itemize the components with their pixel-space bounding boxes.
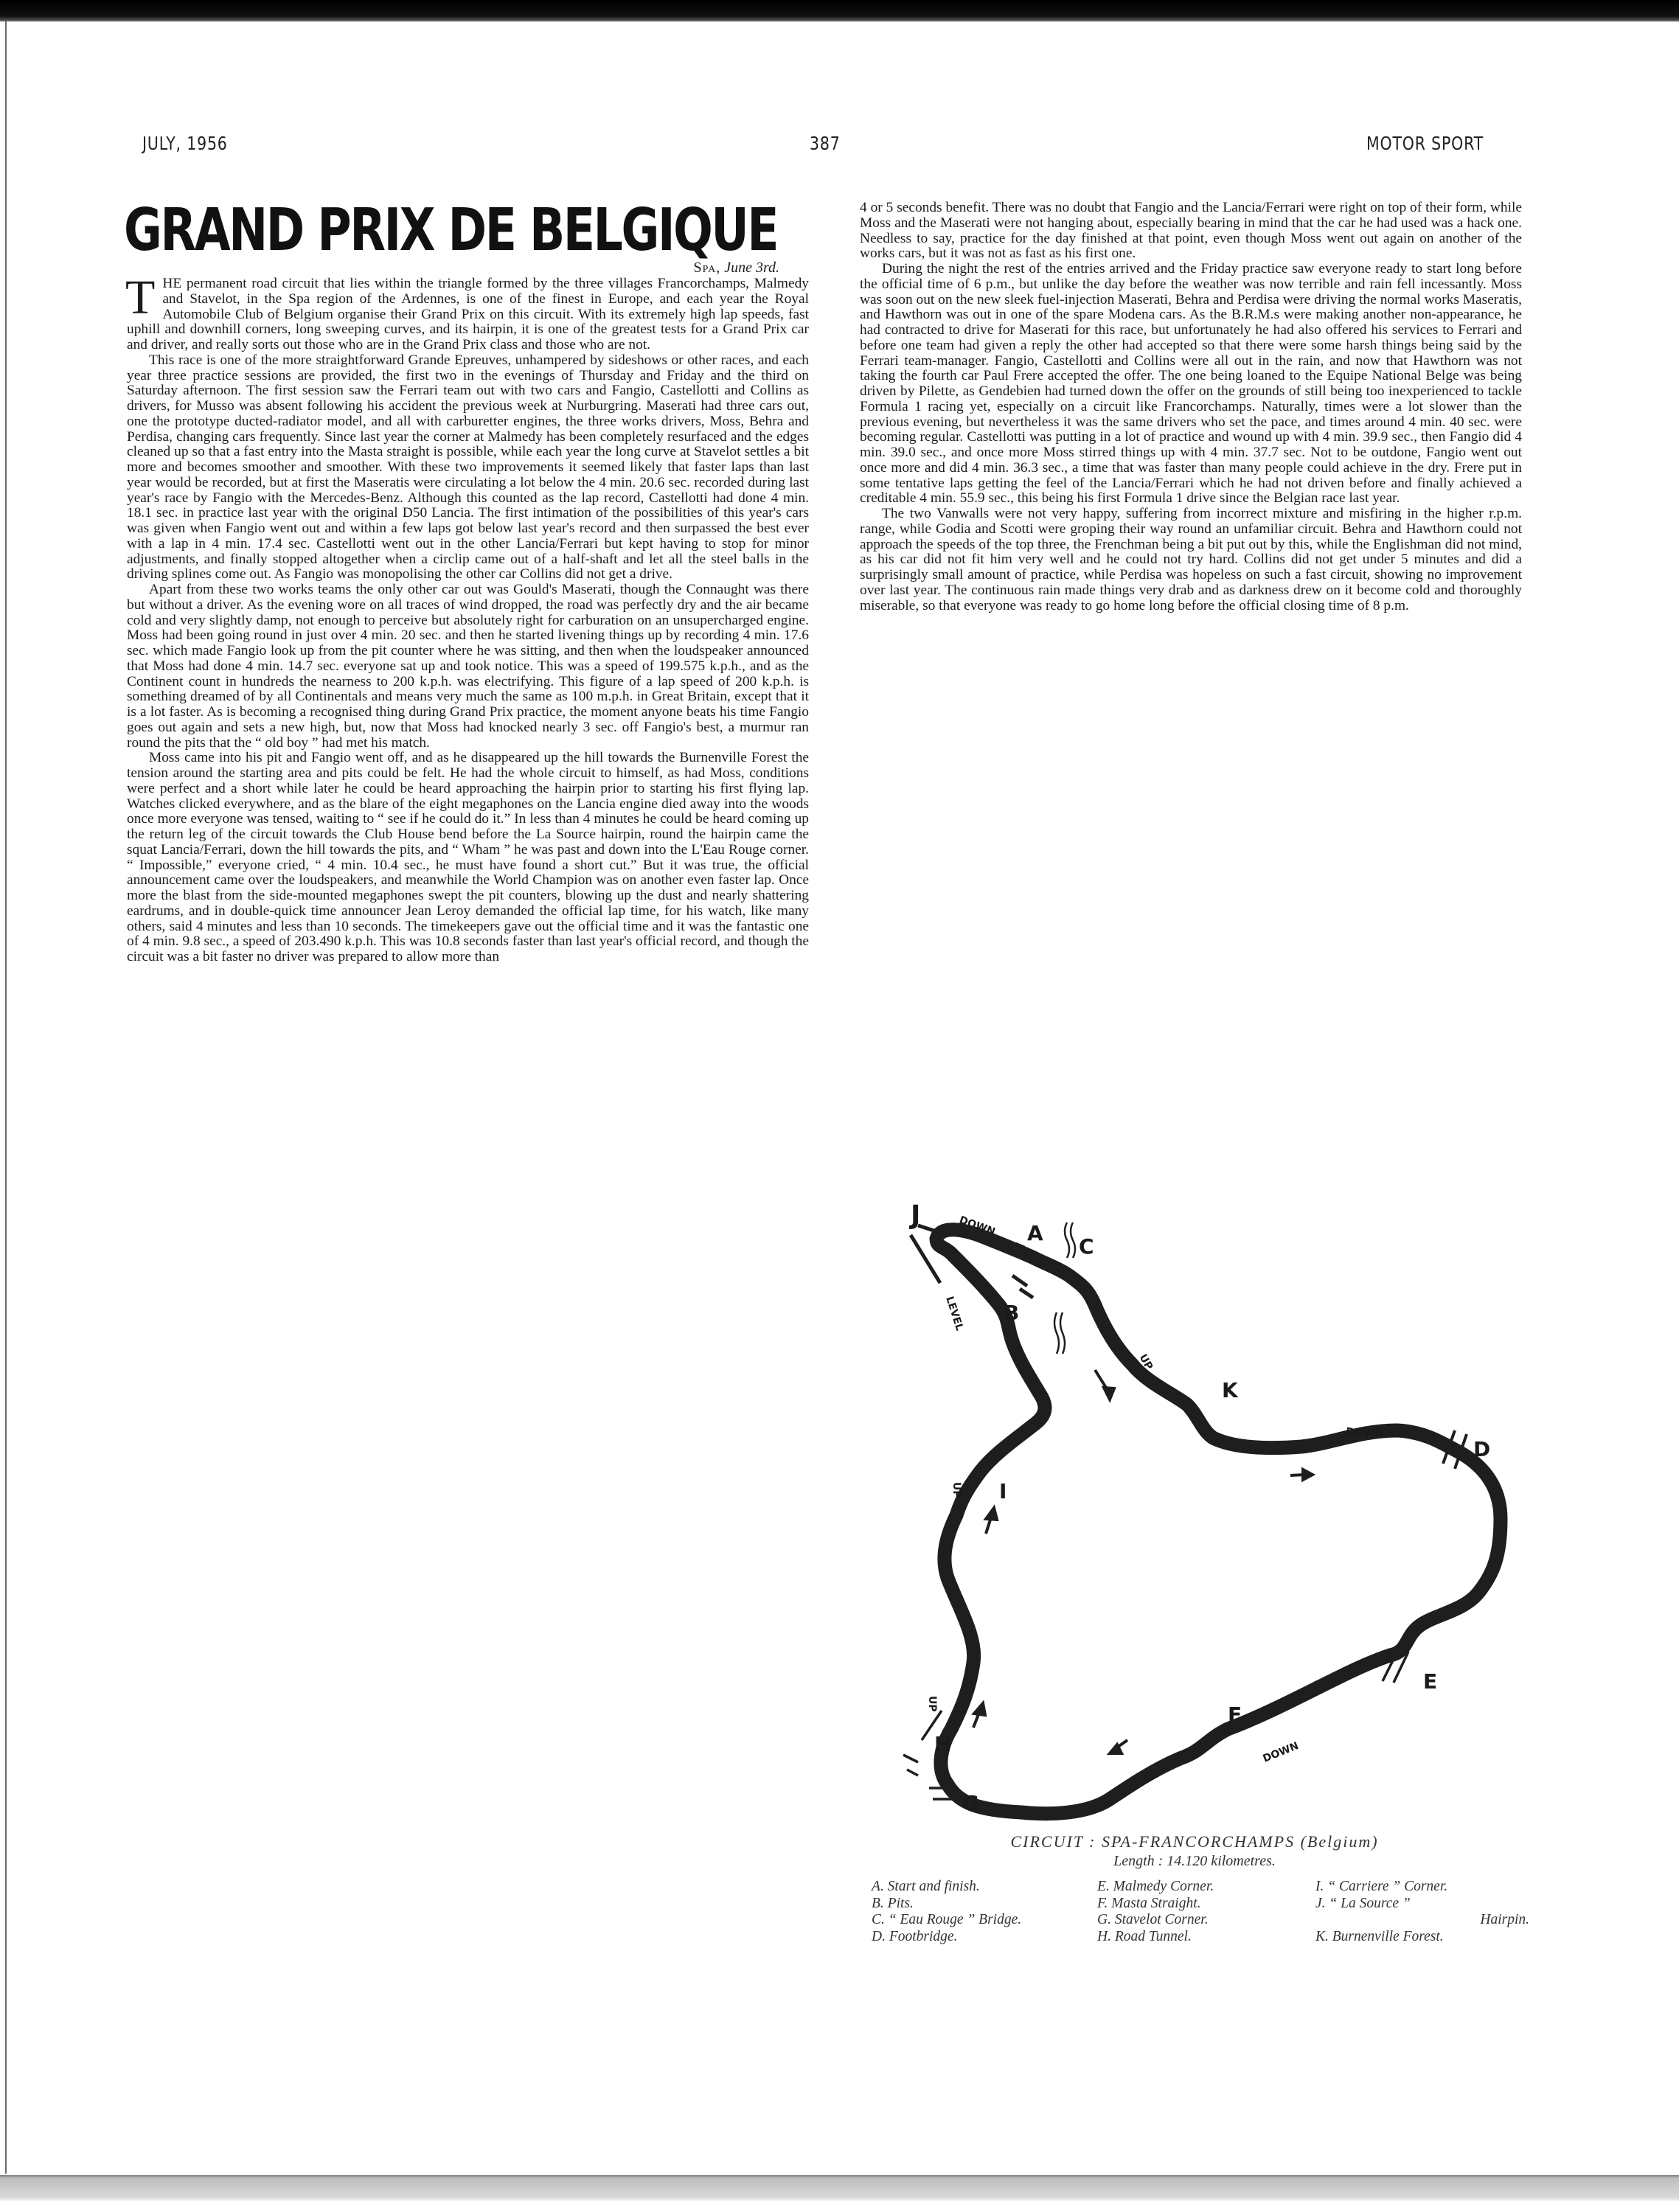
- legend-item: E. Malmedy Corner.: [1097, 1879, 1214, 1894]
- svg-text:DOWN: DOWN: [1345, 1426, 1384, 1441]
- circuit-caption: [863, 1832, 1529, 1945]
- circuit-legend: [863, 1879, 1529, 1945]
- svg-text:G: G: [962, 1791, 979, 1815]
- paragraph: The two Vanwalls were not very happy, suffering from incorrect mixture and misfiring in the higher r.p.m. range, while Godia and Scotti were groping their way round an unfamiliar circuit. Behra and Hawthorn could not approach the speeds of the top three, the Frenchman being a bit put out by this, while the Englishman did not mind, as his car did not fit him very well and he could not try hard. Collins did not get under 5 minutes and did a surprisingly small amount of practice, while Perdisa was hopeless on such a fast circuit, showing no improvement over last year. The continuous rain made things very drab and as darkness drew on it become cold and thoroughly miserable, so that everyone was ready to go home long before the official closing time of 8 p.m.: [860, 506, 1522, 613]
- svg-text:LEVEL: LEVEL: [943, 1295, 966, 1332]
- caption-length: Length : 14.120 kilometres.: [1113, 1853, 1276, 1869]
- running-head-date: JULY, 1956: [142, 133, 228, 154]
- dateline-date: June 3rd.: [724, 260, 779, 276]
- svg-text:UP: UP: [1136, 1352, 1155, 1372]
- legend-item: J. “ La Source ”: [1315, 1895, 1411, 1911]
- page-top-edge-shadow: [0, 0, 1679, 22]
- legend-item: F. Masta Straight.: [1097, 1895, 1201, 1911]
- caption-title: CIRCUIT : SPA-FRANCORCHAMPS (Belgium): [1010, 1832, 1379, 1851]
- paragraph: This race is one of the more straightforward Grande Epreuves, unhampered by sideshows or other races, and each year three practice sessions are provided, the first two in the evenings of Thursday and Friday and the third on Saturday afternoon. The first session saw the Ferrari team out with two cars and Fangio, Castellotti and Collins as drivers, for Musso was absent following his accident the previous week at Nurburgring. Maserati had three cars out, one the prototype ducted-radiator model, and all with carburetter engines, the three works drivers, Moss, Behra and Perdisa, changing cars frequently. Since last year the corner at Malmedy has been completely resurfaced and the edges cleaned up so that a fast entry into the Masta straight is possible, while each year the long curve at Stavelot settles a bit more and becomes smoother and smoother. With these two improvements it seemed likely that faster laps than last year would be recorded, but at first the Maseratis were circulating a lot below the 4 min. 20.6 sec. recorded during last year's race by Fangio with the Mercedes-Benz. Although this counted as the lap record, Castellotti had done 4 min. 18.1 sec. in practice last year with the original D50 Lancia. The first intimation of the possibilities of this year's cars was given when Fangio went out and within a few laps got below last year's record and then surpassed the best ever with a lap in 4 min. 17.4 sec. Castellotti went out in the other Lancia/Ferrari but kept having to stop for minor adjustments, and finally stopped altogether when a circlip came out of a half-shaft and let all the steel balls in the driving splines come out. As Fangio was monopolising the other car Collins did not get a drive.: [127, 352, 809, 582]
- svg-text:J: J: [911, 1200, 921, 1231]
- right-column: [860, 201, 1522, 613]
- paragraph: 4 or 5 seconds benefit. There was no doubt that Fangio and the Lancia/Ferrari were right on top of their form, while Moss and the Maserati were not hanging about, especially bearing in mind that the car he had used was a hack one. Needless to say, practice for the day finished at that point, even though Moss went out again on another of the works cars, but it was not as fast as his first one.: [860, 200, 1522, 262]
- page-binding-edge: [5, 21, 7, 2174]
- page-bottom-edge-shadow: [0, 2175, 1679, 2201]
- legend-item: I. “ Carriere ” Corner.: [1315, 1879, 1448, 1894]
- paragraph: Moss came into his pit and Fangio went off, and as he disappeared up the hill towards the Burnenville Forest the tension around the starting area and pits could be felt. He had the whole circuit to himself, as had Moss, conditions were perfect and a short while later he could be heard approaching the hairpin prior to starting his first flying lap. Watches clicked everywhere, and as the blare of the eight megaphones on the Lancia engine died away into the woods once more everyone was tensed, waiting to “ see if he could do it.” In less than 4 minutes he could be heard coming up the return leg of the circuit towards the Club House bend before the La Source hairpin, round the hairpin came the squat Lancia/Ferrari, down the hill towards the pits, and “ Wham ” he was past and down into the L'Eau Rouge corner. “ Impossible,” everyone cried, “ 4 min. 10.4 sec., he must have found a short cut.” But it was true, the official announcement came over the loudspeakers, and meanwhile the World Champion was on another even faster lap. Once more the blast from the side-mounted megaphones swept the pit counters, blowing up the dust and nearly shattering eardrums, and in double-quick time announcer Jean Leroy demanded the official lap time, for his watch, like many others, said 4 minutes and less than 10 seconds. The timekeepers gave out the official time and it was the fantastic one of 4 min. 9.8 sec., a speed of 203.490 k.p.h. This was 10.8 seconds faster than last year's official record, and though the circuit was a bit faster no driver was prepared to allow more than: [127, 750, 809, 964]
- svg-text:E: E: [1423, 1669, 1438, 1694]
- paragraph: Apart from these two works teams the only other car out was Gould's Maserati, though the Connaught was there but without a driver. As the evening wore on all traces of wind dropped, the road was perfectly dry and the air became cold and very slightly damp, not enough to perceive but absolutely right for carburation on an unsupercharged engine. Moss had been going round in just over 4 min. 20 sec. and then he started livening things up by recording 4 min. 17.6 sec. which made Fangio look up from the pit counter where he was sitting, and then when the loudspeaker announced that Moss had done 4 min. 14.7 sec. everyone sat up and took notice. This was a speed of 199.575 k.p.h., and as the Continent count in hundreds the nearness to 200 k.p.h. was electrifying. This figure of a lap speed of 200 k.p.h. is something dreamed of by all Continentals and means very much the same as 100 m.p.h. in Great Britain, except that it is a lot faster. As is becoming a recognised thing during Grand Prix practice, the moment anyone beats his time Fangio goes out again and sets a new high, but, now that Moss had knocked nearly 3 sec. off Fangio's best, a murmur ran round the pits that the “ old boy ” had met his match.: [127, 582, 809, 751]
- svg-text:K: K: [1222, 1378, 1238, 1402]
- dateline-place: Spa,: [693, 260, 721, 276]
- svg-text:UP: UP: [950, 1482, 962, 1498]
- article-title: GRAND PRIX DE BELGIQUE: [124, 196, 778, 264]
- track-outline: [936, 1230, 1501, 1814]
- magazine-name: MOTOR SPORT: [1366, 133, 1484, 154]
- paragraph: During the night the rest of the entries arrived and the Friday practice saw everyone ready to start long before the official time of 6 p.m., but unlike the day before the weather was now terrible and rain fell incessantly. Moss was soon out on the new sleek fuel-injection Maserati, Behra and Perdisa were driving the normal works Maseratis, and Hawthorn was out in one of the spare Modena cars. As the B.R.M.s were making another non-appearance, he had contracted to drive for Maserati for this race, but unfortunately he had also offered his services to Ferrari and before one team had given a reply the other had accepted so that there were some harsh things being said by the Ferrari team-manager. Fangio, Castellotti and Collins were all out in the rain, and now that Hawthorn was not taking the fourth car Paul Frere accepted the offer. The one being loaned to the Equipe National Belge was being driven by Pilette, as Gendebien had turned down the offer on the grounds of still being too inexperienced to tackle Formula 1 racing yet, especially on a circuit like Francorchamps. Naturally, times were a lot slower than the previous evening, but nevertheless it was the same drivers who set the pace, and times around 4 min. 40 sec. were becoming regular. Castellotti was putting in a lot of practice and wound up with 4 min. 39.9 sec., then Fangio did 4 min. 39.0 sec., and once more Moss stirred things up with 4 min. 37.7 sec. Not to be outdone, Fangio went out once more and did 4 min. 36.3 sec., a time that was faster than many people could achieve in the dry. Frere put in some tentative laps getting the feel of the Lancia/Ferrari which he had not driven before and finally achieved a creditable 4 min. 55.9 sec., this being his first Formula 1 drive since the Belgian race last year.: [860, 261, 1522, 507]
- svg-text:H: H: [934, 1732, 952, 1756]
- svg-text:A: A: [1027, 1221, 1043, 1245]
- svg-text:UP: UP: [926, 1696, 938, 1712]
- page-number: 387: [810, 133, 841, 154]
- eau-rouge-stream-icon: [1054, 1222, 1075, 1354]
- circuit-map: [889, 1180, 1523, 1821]
- lead-paragraph: [125, 271, 809, 353]
- svg-text:DOWN: DOWN: [1261, 1739, 1301, 1765]
- legend-item: D. Footbridge.: [872, 1928, 958, 1944]
- svg-text:C: C: [1079, 1234, 1094, 1259]
- left-column: [124, 196, 809, 965]
- lead-paragraph-text: permanent road circuit that lies within the triangle formed by the three villages Francorchamps, Malmedy and Stavelot, in the Spa region of the Ardennes, is one of the finest in Europe, and each year the Royal Automobile Club of Belgium organise their Grand Prix on this circuit. With its extremely high lap speeds, fast uphill and downhill corners, long sweeping curves, and its hairpin, it is one of the greatest tests for a Grand Prix car and driver, and really sorts out those who are in the Grand Prix class and those who are not.: [127, 276, 809, 352]
- legend-item: G. Stavelot Corner.: [1097, 1912, 1209, 1927]
- circuit-map-drawing: [889, 1180, 1523, 1821]
- svg-text:D: D: [1473, 1437, 1491, 1461]
- legend-item: A. Start and finish.: [872, 1879, 980, 1894]
- legend-item: K. Burnenville Forest.: [1315, 1928, 1444, 1944]
- legend-item: C. “ Eau Rouge ” Bridge.: [872, 1912, 1022, 1927]
- svg-text:F: F: [1228, 1703, 1242, 1727]
- svg-text:B: B: [1004, 1301, 1020, 1325]
- svg-text:DOWN: DOWN: [957, 1214, 997, 1239]
- legend-item: Hairpin.: [1480, 1912, 1529, 1927]
- drop-cap: T: [125, 271, 156, 324]
- legend-item: B. Pits.: [872, 1895, 914, 1911]
- svg-text:I: I: [999, 1479, 1007, 1503]
- lead-caps: HE: [162, 276, 182, 291]
- legend-item: H. Road Tunnel.: [1097, 1928, 1192, 1944]
